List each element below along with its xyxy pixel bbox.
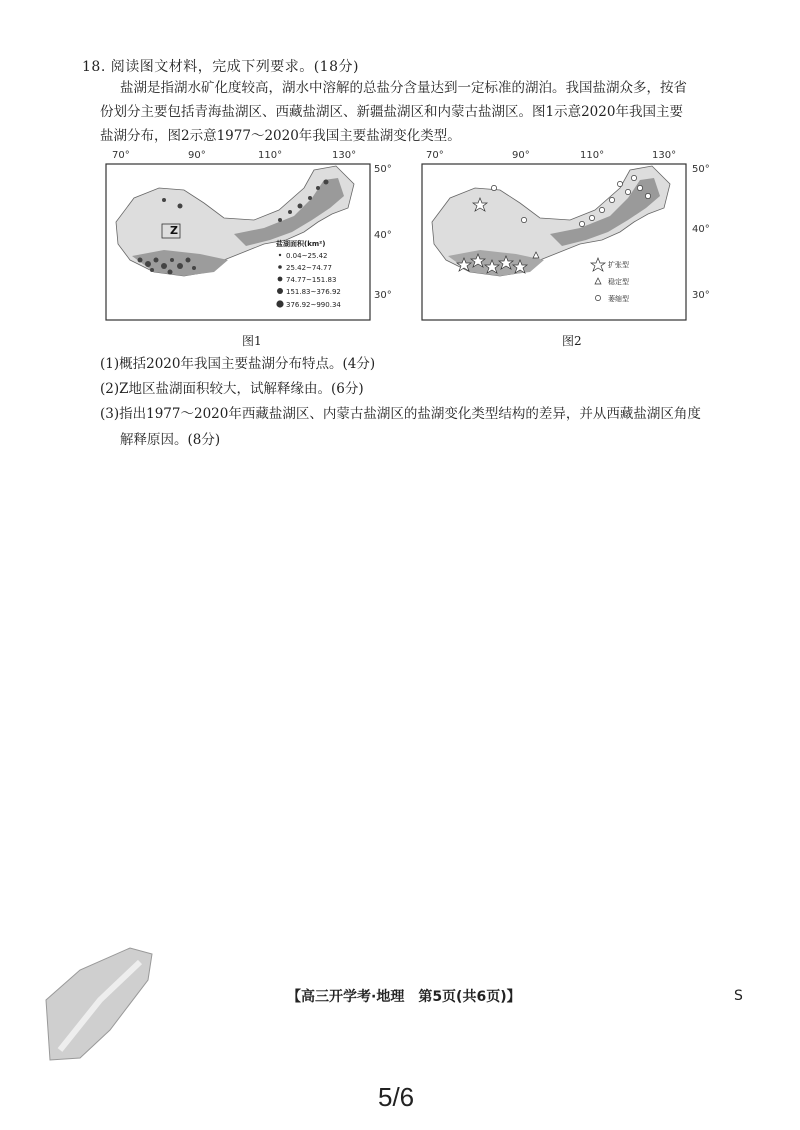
fig2-legend-stable: 稳定型: [608, 278, 629, 286]
figure-1-svg: [104, 148, 404, 328]
fig1-lat-50: 50°: [374, 164, 392, 175]
fig2-lon-90: 90°: [512, 150, 530, 161]
figure-2-svg: [420, 148, 720, 328]
figure-2-map: [420, 148, 720, 328]
material-line-3: 盐湖分布，图2示意1977～2020年我国主要盐湖变化类型。: [100, 128, 461, 144]
figure-1-caption: 图1: [242, 334, 262, 348]
sub-question-3-line-2: 解释原因。(8分): [120, 432, 221, 448]
fig1-legend-marker-4: [277, 288, 283, 294]
fig1-legend-item-1: 0.04~25.42: [286, 252, 328, 260]
fig1-lat-30: 30°: [374, 290, 392, 301]
sub-question-3-line-1: (3)指出1977～2020年西藏盐湖区、内蒙古盐湖区的盐湖变化类型结构的差异，并从西藏盐湖区角度: [100, 406, 701, 422]
fig2-lon-130: 130°: [652, 150, 677, 161]
question-header: 18. 阅读图文材料，完成下列要求。(18分): [82, 59, 359, 75]
fig2-lon-70: 70°: [426, 150, 444, 161]
fig2-lat-30: 30°: [692, 290, 710, 301]
fig1-legend-item-4: 151.83~376.92: [286, 288, 341, 296]
scan-smudge: [40, 940, 170, 1070]
fig1-legend-marker-2: [278, 265, 282, 269]
fig1-lon-130: 130°: [332, 150, 357, 161]
fig1-legend-title: 盐湖面积(km²): [276, 240, 326, 248]
fig2-lat-40: 40°: [692, 224, 710, 235]
fig1-legend-item-3: 74.77~151.83: [286, 276, 337, 284]
footer-mark: S: [734, 988, 743, 1004]
fig1-legend-item-5: 376.92~990.34: [286, 301, 341, 309]
material-line-2: 份划分主要包括青海盐湖区、西藏盐湖区、新疆盐湖区和内蒙古盐湖区。图1示意2020年我国主要: [100, 104, 683, 120]
figure-1-map: [104, 148, 404, 328]
fig1-lon-90: 90°: [188, 150, 206, 161]
material-line-1: 盐湖是指湖水矿化度较高，湖水中溶解的总盐分含量达到一定标准的湖泊。我国盐湖众多，按省: [120, 80, 687, 96]
footer-title: 【高三开学考·地理 第5页(共6页)】: [287, 989, 521, 1005]
fig2-lat-50: 50°: [692, 164, 710, 175]
fig2-legend-shrink: 萎缩型: [608, 295, 629, 303]
fig1-legend-marker-3: [278, 277, 283, 282]
figure-2-caption: 图2: [562, 334, 582, 348]
sub-question-1: (1)概括2020年我国主要盐湖分布特点。(4分): [100, 356, 376, 372]
page-number: 5/6: [378, 1082, 415, 1112]
fig1-legend-marker-5: [276, 300, 283, 307]
fig2-legend-expand: 扩张型: [608, 261, 629, 269]
fig1-lon-70: 70°: [112, 150, 130, 161]
fig1-z-label: Z: [170, 224, 178, 237]
fig1-lat-40: 40°: [374, 230, 392, 241]
fig2-legend: [591, 258, 629, 303]
fig2-lon-110: 110°: [580, 150, 605, 161]
fig1-legend-item-2: 25.42~74.77: [286, 264, 332, 272]
fig2-legend-marker-3: [595, 295, 600, 300]
sub-question-2: (2)Z地区盐湖面积较大，试解释缘由。(6分): [100, 381, 364, 397]
fig1-legend-marker-1: [279, 254, 281, 256]
fig1-lon-110: 110°: [258, 150, 283, 161]
